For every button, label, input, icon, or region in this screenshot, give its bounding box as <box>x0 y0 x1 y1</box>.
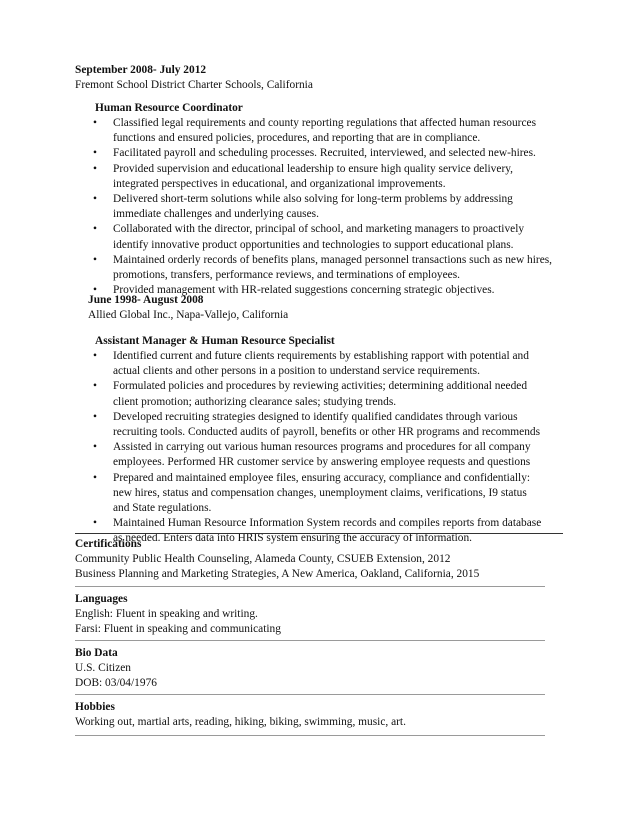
bullet-icon: • <box>93 380 97 393</box>
section-heading: Hobbies <box>75 701 115 713</box>
language-item: English: Fluent in speaking and writing. <box>75 608 258 621</box>
job1-role <box>95 101 565 116</box>
bio-item: DOB: 03/04/1976 <box>75 677 157 690</box>
bullet-icon: • <box>93 162 97 175</box>
section-heading: Bio Data <box>75 647 118 659</box>
job2-role <box>95 334 335 349</box>
list-item: • Maintained orderly records of benefits plans, managed personnel transactions such as new hires, promotions, transfers, performance reviews, and terminations of employees. <box>93 253 553 282</box>
list-item: • Assisted in carrying out various human resources programs and procedures for all company employees. Performed HR customer service by answering employee requests and questions <box>93 441 531 469</box>
bullet-icon: • <box>93 147 97 160</box>
section-divider <box>75 533 563 534</box>
certifications-section <box>75 537 479 583</box>
bullet-icon: • <box>93 350 97 362</box>
list-item: • Developed recruiting strategies designed to identify qualified candidates through various recruiting tools. Conducted audits of payroll, benefits or other HR programs and recommends <box>93 410 541 439</box>
job1-header <box>75 63 313 93</box>
bullet-icon: • <box>93 441 97 454</box>
section-divider <box>75 694 545 695</box>
bio-item: U.S. Citizen <box>75 662 132 675</box>
job1-title: Human Resource Coordinator <box>95 102 243 114</box>
section-divider <box>75 586 545 587</box>
list-item: • Identified current and future clients requirements by establishing rapport with potential and actual clients and other persons in a position to understand service requirements. <box>93 350 529 378</box>
certification-item: Business Planning and Marketing Strategies, A New America, Oakland, California, 2015 <box>75 568 480 581</box>
bullet-icon: • <box>93 117 97 129</box>
job2-title: Assistant Manager & Human Resource Specialist <box>95 335 335 347</box>
language-item: Farsi: Fluent in speaking and communicating <box>75 623 281 636</box>
bullet-icon: • <box>93 284 97 297</box>
list-item: • Facilitated payroll and scheduling processes. Recruited, interviewed, and selected new-hires. <box>93 146 573 161</box>
job1-dates: September 2008- July 2012 <box>75 64 207 76</box>
bullet-icon: • <box>93 471 97 484</box>
languages-section <box>75 592 281 638</box>
job2-employer: Allied Global Inc., Napa-Vallejo, California <box>88 309 289 322</box>
bullet-icon: • <box>93 517 97 530</box>
bullet-icon: • <box>93 253 97 266</box>
list-item: • Delivered short-term solutions while also solving for long-term problems by addressing immediate challenges and underlying causes. <box>93 193 513 221</box>
bullet-icon: • <box>93 410 97 423</box>
list-item: • Formulated policies and procedures by reviewing activities; determining additional needed client promotion; authorizing clearance sales; studying trends. <box>93 380 528 408</box>
section-heading: Languages <box>75 593 128 605</box>
list-item: • Provided supervision and educational leadership to ensure high quality service delivery, integrated perspectives in educational, and organizational improvements. <box>93 162 514 190</box>
hobbies-text: Working out, martial arts, reading, hiking, biking, swimming, music, art. <box>75 716 406 729</box>
list-item: • Collaborated with the director, principal of school, and marketing managers to proactively identify innovative product opportunities and technologies to support educational plans. <box>93 223 525 251</box>
job2-bullets <box>93 349 573 547</box>
bullet-icon: • <box>93 193 97 206</box>
job2-dates: June 1998- August 2008 <box>88 294 204 306</box>
list-item: • Provided management with HR-related suggestions concerning strategic objectives. <box>93 283 573 298</box>
job2-header <box>88 293 288 323</box>
bullet-icon: • <box>93 223 97 236</box>
hobbies-section <box>75 700 406 730</box>
section-divider <box>75 735 545 736</box>
list-item: • Classified legal requirements and county reporting regulations that affected human resources functions and ensured policies, procedures, and reporting that are in compliance. <box>93 117 536 145</box>
list-item: • Maintained Human Resource Information System records and compiles reports from database as needed. Enters data into HRIS system ensuring the accuracy of information. <box>93 517 542 545</box>
job1-bullets <box>93 116 573 298</box>
certification-item: Community Public Health Counseling, Alameda County, CSUEB Extension, 2012 <box>75 553 451 566</box>
section-divider <box>75 640 545 641</box>
job1-employer: Fremont School District Charter Schools, California <box>75 79 313 92</box>
section-heading: Certifications <box>75 538 142 550</box>
bio-section <box>75 646 157 692</box>
list-item: • Prepared and maintained employee files, ensuring accuracy, compliance and confidentially: new hires, status and compensation changes, unemployment claims, verifications, I9 status and State regulations. <box>93 471 531 515</box>
